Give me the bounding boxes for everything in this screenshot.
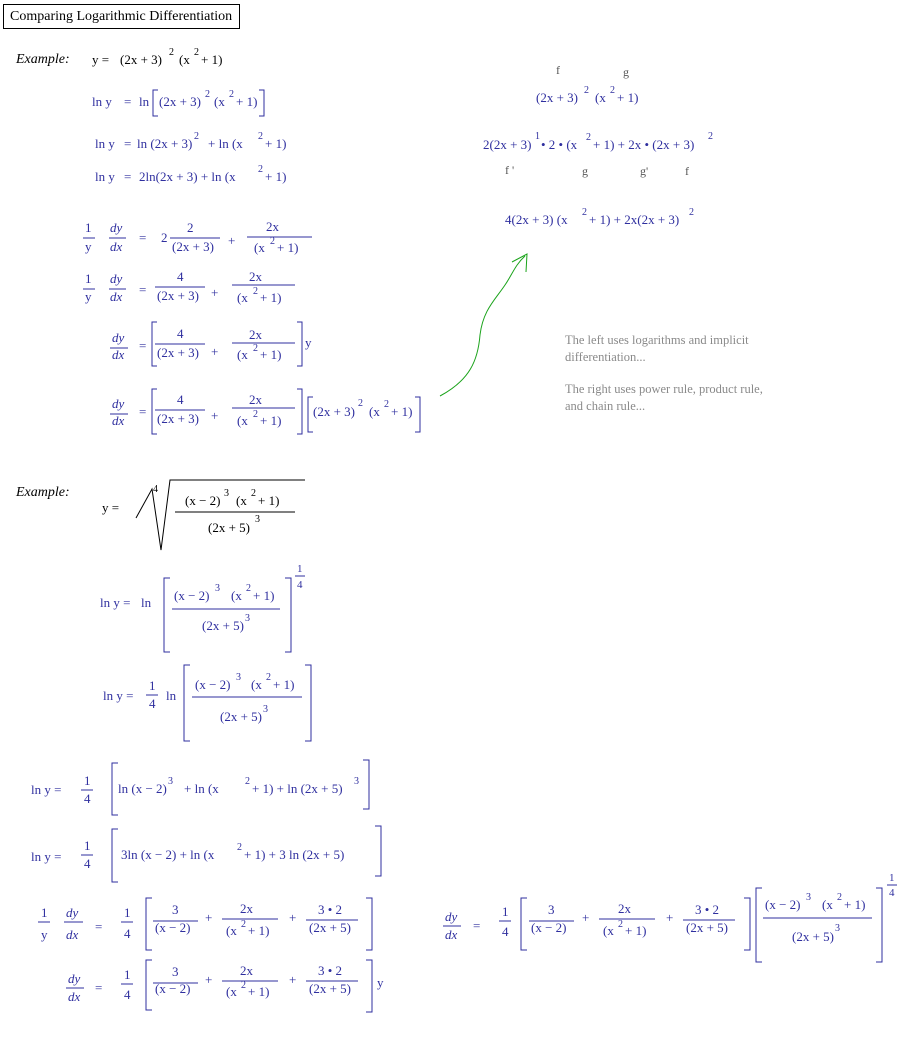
svg-text:=: = (124, 169, 132, 184)
svg-text:+: + (582, 910, 590, 925)
svg-text:dy: dy (110, 271, 123, 286)
svg-text:2: 2 (169, 47, 174, 58)
svg-text:(x: (x (236, 493, 247, 508)
svg-text:dx: dx (68, 989, 81, 1004)
svg-text:=: = (139, 338, 147, 353)
svg-text:f ': f ' (505, 163, 515, 177)
svg-text:+ 1): + 1) (236, 94, 258, 109)
example-2-derivative-3 (443, 872, 897, 962)
svg-text:+: + (211, 408, 219, 423)
svg-text:3: 3 (255, 514, 260, 525)
svg-text:ln: ln (166, 688, 177, 703)
svg-text:2: 2 (237, 842, 242, 853)
svg-text:2: 2 (708, 131, 713, 142)
page-title: Comparing Logarithmic Differentiation (3, 4, 240, 29)
example-2-line-1 (102, 480, 305, 550)
svg-text:y: y (305, 335, 312, 350)
svg-text:+ 1): + 1) (253, 588, 275, 603)
svg-text:(2x + 3): (2x + 3) (172, 239, 214, 254)
svg-text:(2x + 3): (2x + 3) (157, 288, 199, 303)
svg-text:dx: dx (110, 289, 123, 304)
example-1-line-4 (95, 164, 286, 184)
example-1-derivative-4 (110, 389, 420, 434)
svg-text:(x − 2): (x − 2) (155, 920, 191, 935)
svg-text:4: 4 (297, 579, 303, 591)
example-2-derivative-2 (66, 960, 384, 1012)
svg-text:+ 1): + 1) (277, 240, 299, 255)
svg-text:2: 2 (586, 132, 591, 143)
svg-text:2x: 2x (266, 219, 279, 234)
svg-text:ln y: ln y (95, 136, 115, 151)
svg-text:dy: dy (112, 330, 125, 345)
svg-text:2: 2 (245, 776, 250, 787)
svg-text:+ 1) + 3 ln (2x + 5): + 1) + 3 ln (2x + 5) (244, 847, 345, 862)
svg-text:f: f (556, 63, 560, 77)
svg-text:dx: dx (110, 239, 123, 254)
svg-text:4: 4 (84, 856, 91, 871)
svg-text:+ 1): + 1) (201, 52, 223, 67)
example-1-line-3 (95, 131, 286, 151)
svg-text:+ 1) + 2x • (2x + 3): + 1) + 2x • (2x + 3) (593, 137, 695, 152)
svg-text:(2x + 3): (2x + 3) (313, 404, 355, 419)
svg-text:2: 2 (358, 398, 363, 409)
svg-text:2(2x + 3): 2(2x + 3) (483, 137, 532, 152)
svg-text:2: 2 (837, 892, 842, 903)
svg-text:+ ln (x: + ln (x (184, 781, 219, 796)
svg-text:ln: ln (141, 595, 152, 610)
svg-text:(2x + 5): (2x + 5) (792, 929, 834, 944)
svg-text:+ 1): + 1) (391, 404, 413, 419)
svg-text:y =: y = (92, 52, 110, 67)
svg-text:dy: dy (110, 220, 123, 235)
svg-text:+: + (666, 910, 674, 925)
svg-text:+ 1): + 1) (844, 897, 866, 912)
svg-text:4: 4 (124, 987, 131, 1002)
svg-text:ln (2x + 3): ln (2x + 3) (137, 136, 193, 151)
svg-text:2x: 2x (240, 901, 253, 916)
svg-text:+: + (289, 910, 297, 925)
svg-text:1: 1 (149, 678, 156, 693)
example-1-derivative-2 (83, 269, 295, 305)
svg-text:3: 3 (806, 892, 811, 903)
svg-text:3: 3 (168, 776, 173, 787)
svg-text:2: 2 (246, 583, 251, 594)
svg-text:ln y: ln y (92, 94, 112, 109)
arrow-icon (440, 254, 527, 396)
svg-text:dy: dy (68, 971, 81, 986)
svg-text:(x: (x (226, 923, 237, 938)
svg-text:dy: dy (112, 396, 125, 411)
svg-text:2x: 2x (249, 392, 262, 407)
svg-text:g: g (623, 65, 629, 79)
product-rule-work (483, 63, 713, 227)
svg-text:=: = (473, 918, 481, 933)
svg-text:(2x + 5): (2x + 5) (686, 920, 728, 935)
svg-text:3: 3 (215, 583, 220, 594)
svg-text:3: 3 (224, 488, 229, 499)
svg-text:dx: dx (112, 413, 125, 428)
svg-text:2: 2 (229, 89, 234, 100)
svg-text:2: 2 (258, 164, 263, 175)
svg-text:dx: dx (112, 347, 125, 362)
svg-text:+ 1): + 1) (260, 413, 282, 428)
svg-text:(x: (x (231, 588, 242, 603)
svg-text:(x: (x (237, 290, 248, 305)
svg-text:ln: ln (139, 94, 150, 109)
svg-text:The left uses logarithms and i: The left uses logarithms and implicit (565, 333, 749, 347)
svg-text:ln y =: ln y = (100, 595, 131, 610)
svg-text:2: 2 (610, 85, 615, 96)
svg-text:(x: (x (369, 404, 380, 419)
svg-text:2x: 2x (240, 963, 253, 978)
svg-text:ln (x − 2): ln (x − 2) (118, 781, 167, 796)
svg-text:(x: (x (603, 923, 614, 938)
svg-text:ln y =: ln y = (31, 782, 62, 797)
svg-text:g': g' (640, 164, 649, 178)
svg-text:2: 2 (241, 980, 246, 991)
svg-text:4: 4 (889, 887, 895, 899)
svg-text:3: 3 (236, 672, 241, 683)
svg-text:(x − 2): (x − 2) (195, 677, 231, 692)
svg-text:ln y: ln y (95, 169, 115, 184)
svg-text:1: 1 (85, 220, 92, 235)
svg-text:+ 1): + 1) (258, 493, 280, 508)
svg-text:1: 1 (535, 131, 540, 142)
svg-text:• 2 • (x: • 2 • (x (541, 137, 578, 152)
svg-text:2: 2 (241, 919, 246, 930)
svg-text:1: 1 (85, 271, 92, 286)
svg-text:3: 3 (548, 902, 555, 917)
svg-text:1: 1 (124, 967, 131, 982)
svg-text:y: y (85, 289, 92, 304)
svg-text:(x: (x (595, 90, 606, 105)
svg-text:The right uses power rule, pro: The right uses power rule, product rule, (565, 382, 763, 396)
svg-text:y =: y = (102, 500, 120, 515)
svg-text:+ 1): + 1) (625, 923, 647, 938)
example-1-line-1 (92, 47, 222, 67)
svg-text:dy: dy (66, 905, 79, 920)
svg-text:3 • 2: 3 • 2 (318, 902, 343, 917)
svg-text:4: 4 (149, 696, 156, 711)
svg-text:2ln(2x + 3) + ln (x: 2ln(2x + 3) + ln (x (139, 169, 236, 184)
svg-text:y: y (377, 975, 384, 990)
svg-text:(2x + 3): (2x + 3) (120, 52, 162, 67)
svg-text:+ 1): + 1) (617, 90, 639, 105)
svg-text:ln y =: ln y = (103, 688, 134, 703)
svg-text:3: 3 (172, 964, 179, 979)
example-2-line-2 (100, 563, 305, 652)
svg-text:3: 3 (245, 613, 250, 624)
svg-text:1: 1 (84, 838, 91, 853)
svg-text:(2x + 5): (2x + 5) (220, 709, 262, 724)
svg-text:(2x + 3): (2x + 3) (536, 90, 578, 105)
svg-text:2: 2 (205, 89, 210, 100)
svg-text:dx: dx (66, 927, 79, 942)
svg-text:y: y (85, 239, 92, 254)
svg-text:+: + (228, 233, 236, 248)
svg-text:3ln (x − 2) + ln (x: 3ln (x − 2) + ln (x (121, 847, 215, 862)
svg-text:(x − 2): (x − 2) (185, 493, 221, 508)
svg-text:(x: (x (226, 984, 237, 999)
svg-text:(2x + 3): (2x + 3) (157, 345, 199, 360)
svg-text:4(2x + 3) (x: 4(2x + 3) (x (505, 212, 568, 227)
svg-text:+ 1): + 1) (265, 136, 287, 151)
svg-text:3 • 2: 3 • 2 (318, 963, 343, 978)
svg-text:+ 1): + 1) (260, 290, 282, 305)
svg-text:2: 2 (253, 343, 258, 354)
svg-text:=: = (139, 282, 147, 297)
svg-text:=: = (95, 980, 103, 995)
svg-text:4: 4 (502, 924, 509, 939)
svg-text:3: 3 (354, 776, 359, 787)
example-1-line-2 (92, 89, 264, 116)
svg-text:=: = (124, 94, 132, 109)
svg-text:+ ln (x: + ln (x (208, 136, 243, 151)
svg-text:2: 2 (270, 236, 275, 247)
svg-text:2x: 2x (618, 901, 631, 916)
svg-text:+: + (205, 910, 213, 925)
svg-text:(2x + 3): (2x + 3) (159, 94, 201, 109)
svg-text:1: 1 (84, 773, 91, 788)
svg-text:differentiation...: differentiation... (565, 350, 646, 364)
example-2-line-3 (103, 665, 311, 741)
svg-text:(2x + 5): (2x + 5) (309, 920, 351, 935)
svg-text:+ 1): + 1) (248, 984, 270, 999)
svg-text:+: + (211, 344, 219, 359)
svg-text:(x − 2): (x − 2) (531, 920, 567, 935)
svg-text:(2x + 5): (2x + 5) (208, 520, 250, 535)
svg-text:2: 2 (194, 47, 199, 58)
svg-text:2x: 2x (249, 327, 262, 342)
svg-text:1: 1 (124, 905, 131, 920)
svg-text:2: 2 (582, 207, 587, 218)
svg-text:+ 1) + ln (2x + 5): + 1) + ln (2x + 5) (252, 781, 343, 796)
svg-text:3: 3 (835, 923, 840, 934)
svg-text:=: = (95, 919, 103, 934)
svg-text:(2x + 5): (2x + 5) (309, 981, 351, 996)
svg-text:2: 2 (258, 131, 263, 142)
svg-text:3: 3 (172, 902, 179, 917)
svg-text:=: = (139, 230, 147, 245)
svg-text:(x − 2): (x − 2) (155, 981, 191, 996)
example-1-derivative-3 (110, 322, 312, 366)
svg-text:2: 2 (251, 488, 256, 499)
svg-text:2x: 2x (249, 269, 262, 284)
svg-text:+ 1): + 1) (260, 347, 282, 362)
svg-text:4: 4 (177, 326, 184, 341)
svg-text:+ 1): + 1) (265, 169, 287, 184)
svg-text:(x − 2): (x − 2) (174, 588, 210, 603)
example-2-line-4 (31, 760, 369, 815)
svg-text:2: 2 (187, 220, 194, 235)
svg-text:1: 1 (297, 563, 303, 575)
svg-text:2: 2 (161, 230, 168, 245)
example-2-line-5 (31, 826, 381, 882)
svg-text:f: f (685, 164, 689, 178)
svg-text:ln y =: ln y = (31, 849, 62, 864)
svg-text:(x: (x (214, 94, 225, 109)
svg-text:2: 2 (584, 85, 589, 96)
svg-text:2: 2 (689, 207, 694, 218)
example-1-derivative-1 (83, 219, 312, 255)
svg-text:+: + (211, 285, 219, 300)
svg-text:=: = (124, 136, 132, 151)
svg-text:4: 4 (153, 484, 158, 495)
svg-text:3 • 2: 3 • 2 (695, 902, 720, 917)
svg-text:4: 4 (84, 791, 91, 806)
svg-text:(x: (x (822, 897, 833, 912)
svg-text:2: 2 (194, 131, 199, 142)
svg-text:2: 2 (253, 409, 258, 420)
svg-text:+: + (205, 972, 213, 987)
svg-text:+ 1): + 1) (248, 923, 270, 938)
svg-text:+: + (289, 972, 297, 987)
example-1-label: Example: (16, 52, 70, 67)
svg-text:=: = (139, 404, 147, 419)
svg-text:4: 4 (177, 392, 184, 407)
svg-text:(2x + 5): (2x + 5) (202, 618, 244, 633)
svg-text:+ 1) + 2x(2x + 3): + 1) + 2x(2x + 3) (589, 212, 680, 227)
svg-text:2: 2 (384, 399, 389, 410)
svg-text:(x: (x (237, 347, 248, 362)
svg-text:g: g (582, 164, 588, 178)
svg-text:3: 3 (263, 704, 268, 715)
example-2-label: Example: (16, 485, 70, 500)
svg-text:and chain rule...: and chain rule... (565, 399, 646, 413)
svg-text:(x: (x (237, 413, 248, 428)
svg-text:1: 1 (889, 872, 895, 884)
svg-text:+ 1): + 1) (273, 677, 295, 692)
svg-text:y: y (41, 927, 48, 942)
svg-text:2: 2 (253, 286, 258, 297)
example-2-derivative-1 (38, 898, 372, 950)
svg-text:2: 2 (618, 919, 623, 930)
svg-text:2: 2 (266, 672, 271, 683)
svg-text:4: 4 (124, 926, 131, 941)
svg-text:dx: dx (445, 927, 458, 942)
svg-text:1: 1 (41, 905, 48, 920)
svg-text:4: 4 (177, 269, 184, 284)
notes (565, 333, 763, 413)
svg-text:(2x + 3): (2x + 3) (157, 411, 199, 426)
svg-text:(x: (x (251, 677, 262, 692)
svg-text:dy: dy (445, 909, 458, 924)
svg-text:(x: (x (254, 240, 265, 255)
svg-text:(x: (x (179, 52, 190, 67)
svg-text:1: 1 (502, 904, 509, 919)
svg-text:(x − 2): (x − 2) (765, 897, 801, 912)
